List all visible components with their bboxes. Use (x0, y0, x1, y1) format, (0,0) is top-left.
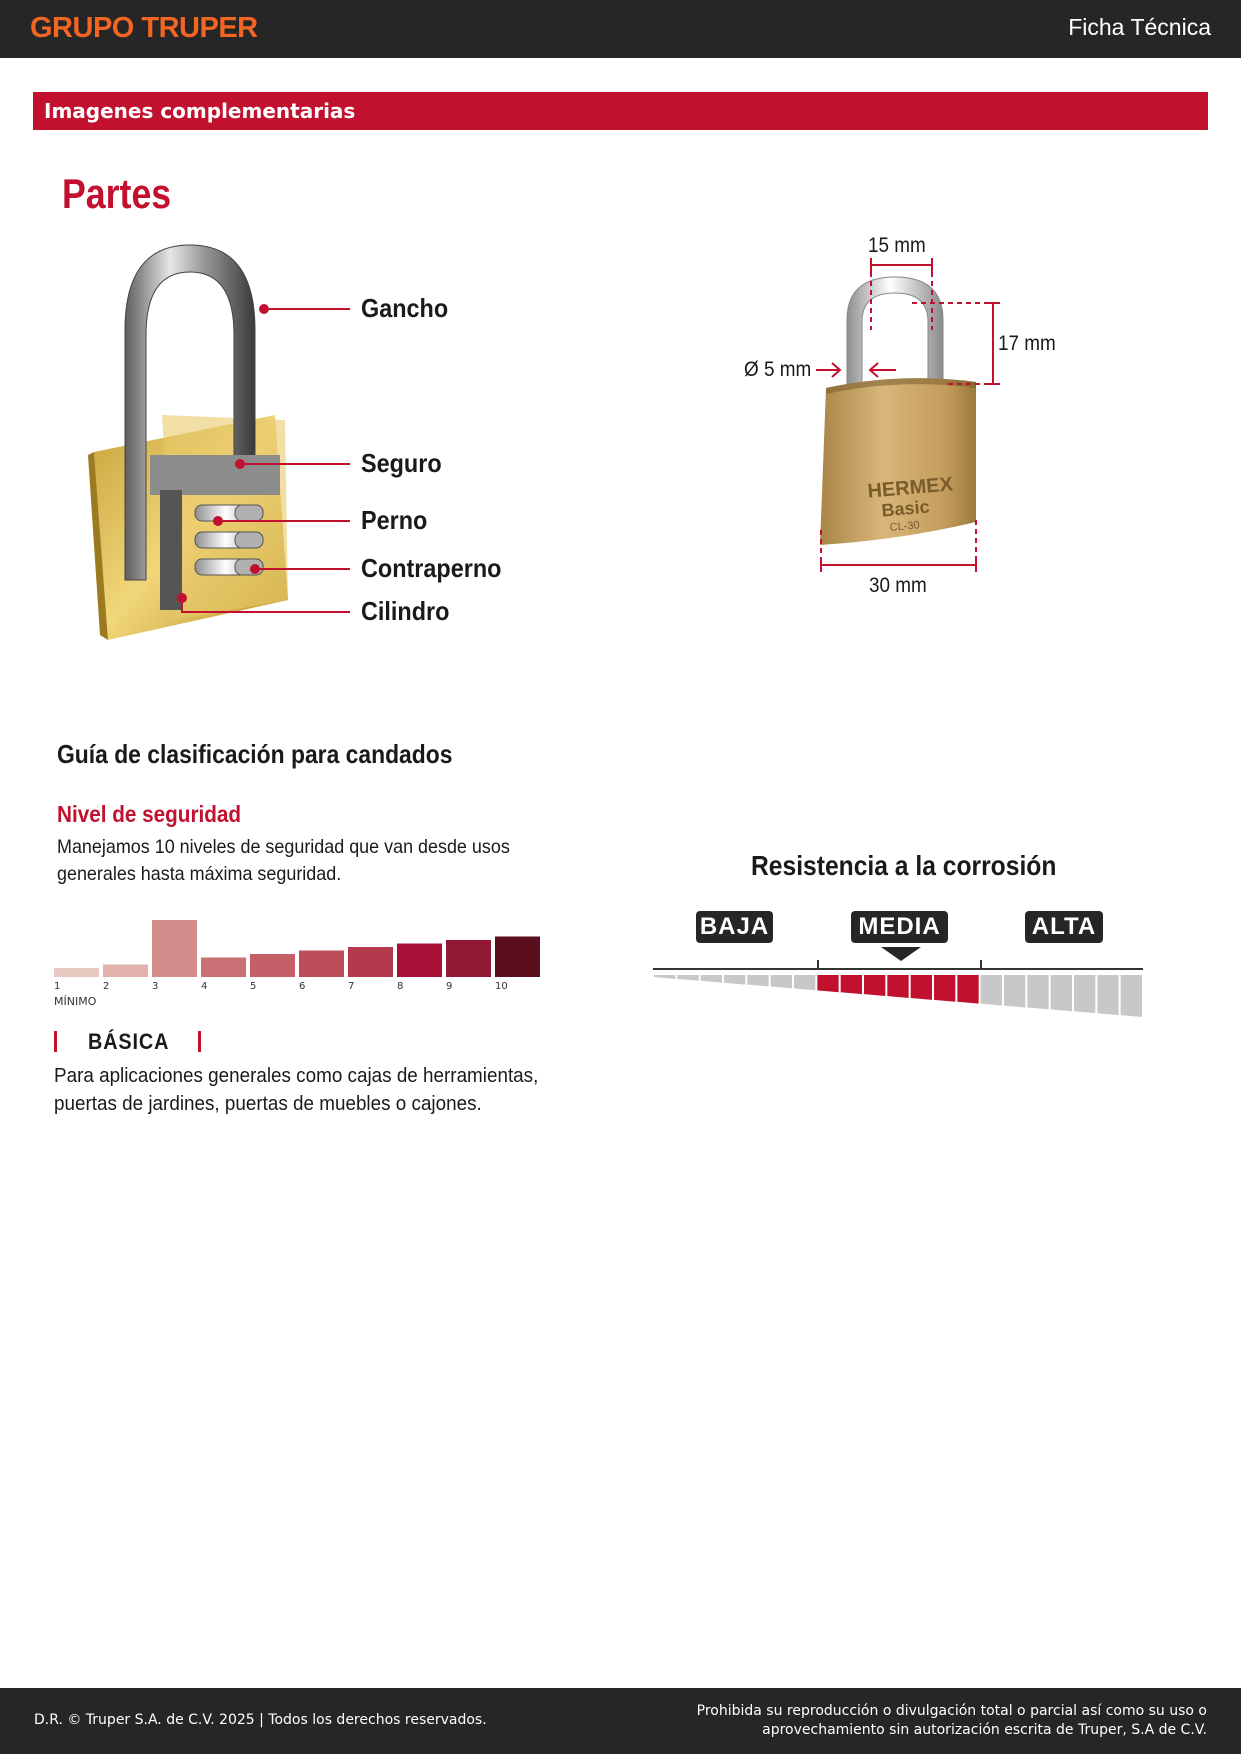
security-level-bar (446, 940, 491, 977)
security-level-number: 1 (54, 981, 61, 992)
security-level-number: 4 (201, 981, 208, 992)
corrosion-segment (817, 975, 838, 992)
corrosion-title: Resistencia a la corrosión (751, 850, 1057, 881)
security-category-description: Para aplicaciones generales como cajas de herramientas, puertas de jardines, puertas de muebles o cajones. (54, 1064, 539, 1115)
dim-shackle-height: 17 mm (998, 332, 1056, 355)
corrosion-segment (794, 975, 815, 990)
category-bracket-right (198, 1031, 201, 1052)
corrosion-segment (677, 975, 698, 981)
security-level-number: 3 (152, 981, 159, 992)
corrosion-segment (1074, 975, 1095, 1013)
security-level-bar (397, 944, 442, 978)
corrosion-segment (981, 975, 1002, 1006)
security-level-bar (348, 947, 393, 977)
corrosion-segment (957, 975, 978, 1004)
security-level-bar (152, 920, 197, 977)
security-level-bar (103, 965, 148, 978)
brand-logo: GRUPO TRUPER (30, 12, 258, 44)
security-level-title: Nivel de seguridad (57, 801, 242, 827)
cutaway-padlock (88, 245, 288, 640)
corrosion-segment (701, 975, 722, 983)
security-level-number: 10 (495, 981, 508, 992)
category-bracket-left (54, 1031, 57, 1052)
corrosion-segment (1004, 975, 1025, 1007)
security-level-number: 5 (250, 981, 257, 992)
security-level-bar (250, 954, 295, 977)
security-level-bar (495, 937, 540, 978)
corrosion-segment (911, 975, 932, 1000)
corrosion-segment (934, 975, 955, 1002)
parts-title: Partes (62, 170, 172, 217)
corrosion-segment (864, 975, 885, 996)
corrosion-tag-alta: ALTA (1025, 911, 1103, 943)
corrosion-tag-media: MEDIA (851, 911, 948, 943)
corrosion-tag-baja: BAJA (696, 911, 773, 943)
security-level-number: 8 (397, 981, 404, 992)
document-type: Ficha Técnica (1068, 14, 1211, 40)
engraving-brand: HERMEX (866, 473, 954, 503)
corrosion-segment (747, 975, 768, 987)
security-level-chart (0, 900, 600, 990)
corrosion-segment (887, 975, 908, 998)
part-label-contraperno: Contraperno (361, 553, 502, 583)
dim-shackle-diameter: Ø 5 mm (744, 358, 812, 381)
corrosion-scale (640, 940, 1160, 1020)
section-title: Imagenes complementarias (44, 99, 356, 123)
security-level-description: Manejamos 10 niveles de seguridad que van desde usos generales hasta máxima seguridad. (57, 836, 510, 885)
footer-disclaimer-line1: Prohibida su reproducción o divulgación total o parcial así como su uso o (696, 1703, 1207, 1719)
corrosion-segment (841, 975, 862, 994)
corrosion-segment (1027, 975, 1048, 1009)
footer-disclaimer (697, 1702, 1207, 1740)
security-level-min-label: MÍNIMO (54, 995, 97, 1008)
security-level-bar (201, 958, 246, 978)
security-level-number: 6 (299, 981, 306, 992)
part-label-cilindro: Cilindro (361, 596, 450, 626)
security-level-number: 2 (103, 981, 110, 992)
corrosion-segment (1051, 975, 1072, 1011)
guide-title: Guía de clasificación para candados (57, 739, 453, 769)
security-level-number: 9 (446, 981, 453, 992)
corrosion-segment (654, 975, 675, 979)
footer-copyright: D.R. © Truper S.A. de C.V. 2025 | Todos los derechos reservados. (34, 1712, 487, 1728)
security-level-bar (299, 951, 344, 978)
part-label-gancho: Gancho (361, 293, 449, 323)
corrosion-segment (771, 975, 792, 988)
engraving-code: CL-30 (889, 519, 921, 534)
corrosion-segment (724, 975, 745, 985)
part-label-seguro: Seguro (361, 448, 442, 478)
part-label-perno: Perno (361, 505, 428, 535)
footer-disclaimer-line2: aprovechamiento sin autorización escrita de Truper, S.A de C.V. (762, 1722, 1207, 1738)
engraving-model: Basic (880, 496, 931, 521)
corrosion-segment (1097, 975, 1118, 1015)
security-level-bar (54, 968, 99, 977)
corrosion-pointer (881, 947, 921, 961)
corrosion-segment (1121, 975, 1142, 1017)
security-level-number: 7 (348, 981, 355, 992)
dim-shackle-width: 15 mm (868, 234, 926, 257)
dim-body-width: 30 mm (869, 574, 927, 597)
security-category-label: BÁSICA (88, 1029, 170, 1054)
